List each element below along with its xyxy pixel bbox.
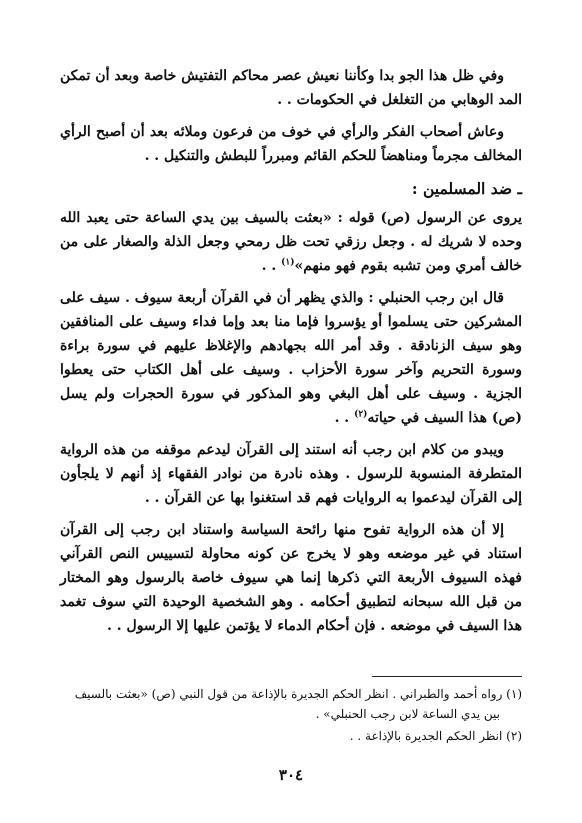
- paragraph-1: وفي ظل هذا الجو بدا وكأننا نعيش عصر محاكم التفتيش خاصة وبعد أن تمكن المد الوهابي من التغلغل في الحكومات . .: [60, 68, 522, 108]
- paragraph-6: [60, 518, 522, 638]
- paragraph-4: [60, 286, 522, 430]
- footnote-1: [60, 684, 522, 724]
- paragraph-5-text: ويبدو من كلام ابن رجب أنه استند إلى القرآن ليدعم موقفه من هذه الرواية المتطرفة المنسوبة للرسول . وهذه نادرة من نوادر الفقهاء إذ أنهم لا يلجأون إلى القرآن ليدعموا به الروايات فهم قد استغنوا بها عن القرآن . .: [60, 442, 522, 506]
- footnote-1-line-2: بين يدي الساعة لابن رجب الحنبلي» .: [315, 707, 500, 721]
- paragraph-4-tail: . .: [334, 410, 355, 426]
- paragraph-2: وعاش أصحاب الفكر والرأي في خوف من فرعون وملائه بعد أن أصبح الرأي المخالف مجرماً ومناهضاً للحكم القائم ومبرراً للبطش والتنكيل . .: [60, 124, 522, 164]
- footnote-ref-2: (٢): [354, 409, 368, 420]
- paragraph-6-text: إلا أن هذه الرواية تفوح منها رائحة السياسة واستناد ابن رجب إلى القرآن استناد في غير موضعه وهو لا يخرج عن كونه محاولة لتسييس النص القرآني فهذه السيوف الأربعة التي ذكرها إنما هي سيوف خاصة بالرسول وهو المختار من قبل الله سبحانه لتطبيق أحكامه . وهو الشخصية الوحيدة التي سوف تغمد هذا السيف في موضعه . فإن أحكام الدماء لا يؤتمن عليها إلا الرسول . .: [60, 522, 522, 634]
- page-number: ٣٠٤: [278, 766, 304, 784]
- footnote-1-line-1: (١) رواه أحمد والطبراني . انظر الحكم الجديرة بالإذاعة من قول النبي (ص) «بعثت بالسيف: [74, 687, 522, 701]
- section-heading: ـ ضد المسلمين :: [411, 179, 522, 198]
- paragraph-3: [60, 206, 522, 278]
- paragraph-3-tail: . .: [261, 258, 282, 274]
- footnote-ref-1: (١): [281, 257, 295, 268]
- footnote-divider: [372, 676, 522, 677]
- footnotes: [60, 684, 522, 748]
- footnote-2: (٢) انظر الحكم الجديرة بالإذاعة . .: [349, 729, 522, 743]
- paragraph-4-text: قال ابن رجب الحنبلي : والذي يظهر أن في القرآن أربعة سيوف . سيف على المشركين حتى يسلموا أو يؤسروا فإما منا بعد وإما فداء وسيف على المنافقين وهو سيف الزنادقة . وقد أمر الله بجهادهم والإغلاظ عليهم في سورة براءة وسورة التحريم وآخر سورة الأحزاب . وسيف على أهل الكتاب حتى يعطوا الجزية . وسيف على أهل البغي وهو المذكور في سورة الحجرات ولم يسل (ص) هذا السيف في حياته: [60, 290, 522, 426]
- paragraph-3-text: يروى عن الرسول (ص) قوله : «بعثت بالسيف بين يدي الساعة حتى يعبد الله وحده لا شريك له . وجعل رزقي تحت ظل رمحي وجعل الذلة والصغار على من خالف أمري ومن تشبه بقوم فهو منهم»: [60, 210, 522, 274]
- page-body: [60, 64, 522, 646]
- paragraph-5: [60, 438, 522, 510]
